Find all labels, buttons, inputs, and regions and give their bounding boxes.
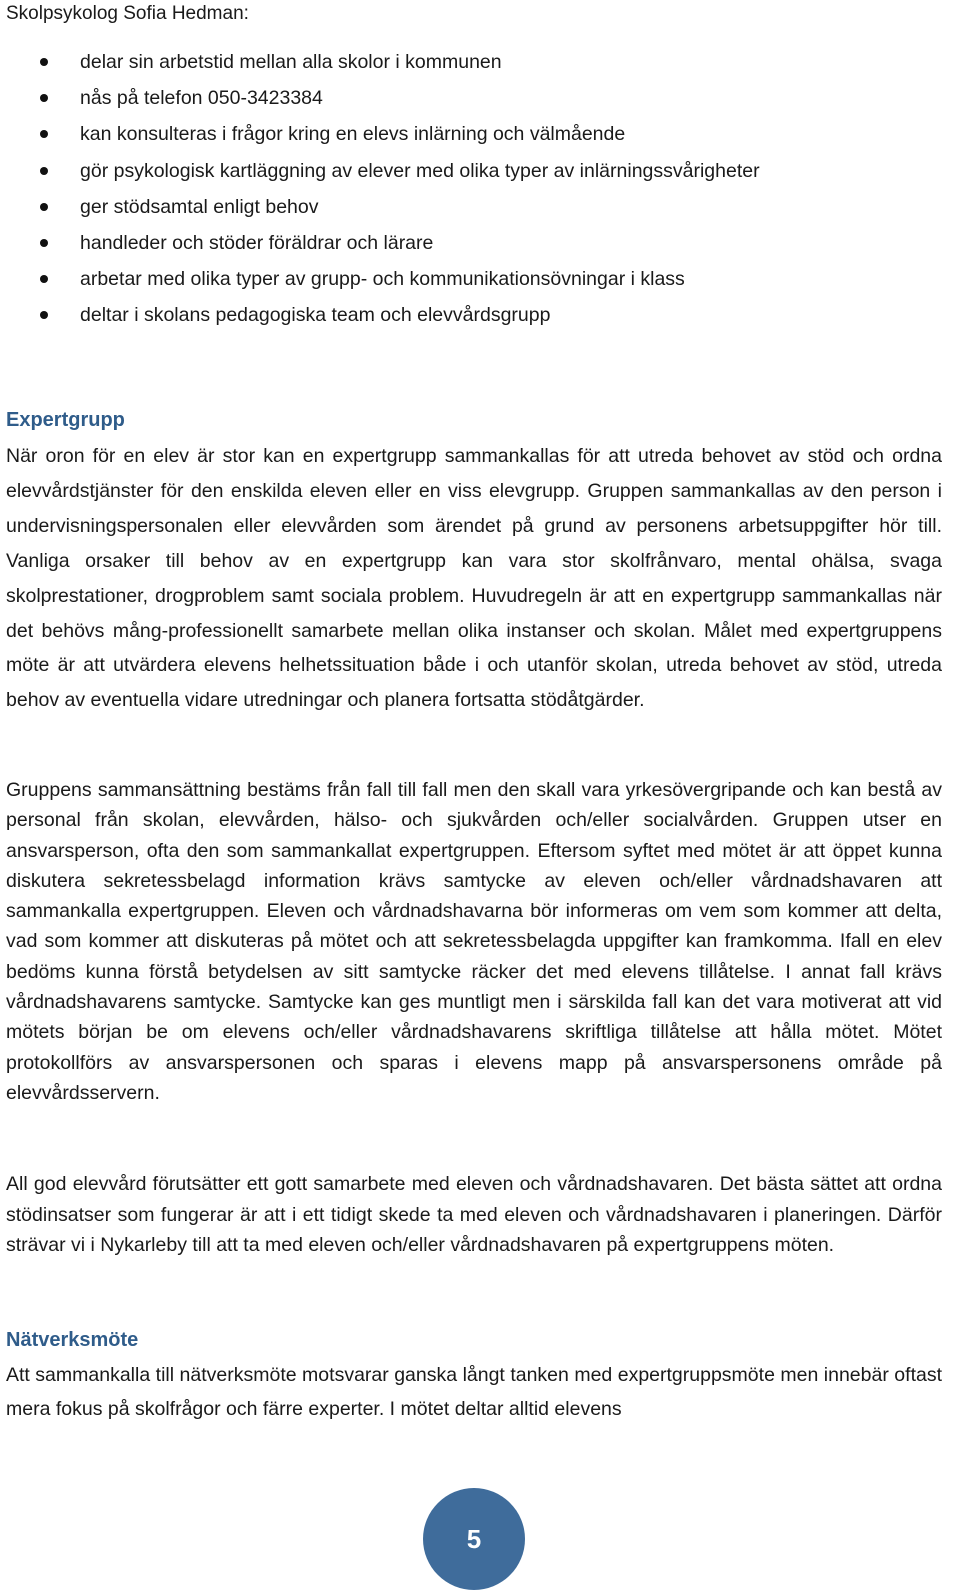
- bullet-icon: [40, 58, 48, 66]
- bullet-icon: [40, 239, 48, 247]
- list-item: handleder och stöder föräldrar och lärare: [40, 225, 760, 261]
- section-heading-expertgrupp: Expertgrupp: [6, 409, 125, 431]
- intro-line: Skolpsykolog Sofia Hedman:: [6, 3, 249, 24]
- list-item: delar sin arbetstid mellan alla skolor i kommunen: [40, 44, 760, 80]
- responsibility-list: [40, 44, 760, 334]
- section-heading-natverksmote: Nätverksmöte: [6, 1329, 139, 1351]
- paragraph-expertgrupp-2: Gruppens sammansättning bestäms från fall till fall men den skall vara yrkesövergripande och kan bestå av personal från skolan, elevvården, hälso- och sjukvården och/eller socialvården. Gruppen utser en ansvarsperson, ofta den som sammankallat expertgruppen. Eftersom syftet med mötet är att öppet kunna diskutera sekretessbelagd information krävs samtycke av eleven och/eller vårdnadshavaren att sammankalla expertgruppen. Eleven och vårdnadshavarna bör informeras om vem som kommer att delta, vad som kommer att diskuteras på mötet och att sekretessbelagda uppgifter kan framkomma. Ifall en elev bedöms kunna förstå betydelsen av sitt samtycke räcker det med elevens tillåtelse. I annat fall krävs vårdnadshavarens samtycke. Samtycke kan ges muntligt men i särskilda fall kan det vara motiverat att vid mötets början be om elevens och/eller vårdnadshavarens skriftliga tillåtelse att hålla mötet. Mötet protokollförs av ansvarspersonen och sparas i elevens mapp på ansvarspersonens område på elevvårdsservern.: [6, 779, 942, 1104]
- list-item: nås på telefon 050-3423384: [40, 80, 760, 116]
- list-item: ger stödsamtal enligt behov: [40, 189, 760, 225]
- list-item: arbetar med olika typer av grupp- och kommunikationsövningar i klass: [40, 261, 760, 297]
- paragraph-expertgrupp-1: När oron för en elev är stor kan en expertgrupp sammankallas för att utreda behovet av stöd och ordna elevvårdstjänster för den enskilda eleven eller en viss elevgrupp. Gruppen sammankallas av den person i undervisningspersonalen eller elevvården som ärendet på grund av personens arbetsuppgifter hör till. Vanliga orsaker till behov av en expertgrupp kan vara stor skolfrånvaro, mental ohälsa, svaga skolprestationer, drogproblem samt sociala problem. Huvudregeln är att en expertgrupp sammankallas när det behövs mång-professionellt samarbete mellan olika instanser och skolan. Målet med expertgruppens möte är att utvärdera elevens helhetssituation både i och utanför skolan, utreda behovet av stöd, utreda behov av eventuella vidare utredningar och planera fortsatta stödåtgärder.: [6, 445, 942, 712]
- page-number-badge: [423, 1488, 525, 1590]
- bullet-icon: [40, 203, 48, 211]
- list-item: deltar i skolans pedagogiska team och elevvårdsgrupp: [40, 297, 760, 333]
- list-item: gör psykologisk kartläggning av elever med olika typer av inlärningssvårigheter: [40, 153, 760, 189]
- bullet-icon: [40, 167, 48, 175]
- paragraph-natverksmote-1: Att sammankalla till nätverksmöte motsvarar ganska långt tanken med expertgruppsmöte men innebär oftast mera fokus på skolfrågor och färre experter. I mötet deltar alltid elevens: [6, 1364, 942, 1420]
- paragraph-expertgrupp-3: All god elevvård förutsätter ett gott samarbete med eleven och vårdnadshavaren. Det bästa sättet att ordna stödinsatser som fungerar är att i ett tidigt skede ta med eleven och vårdnadshavaren i planeringen. Därför strävar vi i Nykarleby till att ta med eleven och/eller vårdnadshavaren på expertgruppens möten.: [6, 1173, 942, 1256]
- bullet-icon: [40, 311, 48, 319]
- bullet-icon: [40, 94, 48, 102]
- list-item: kan konsulteras i frågor kring en elevs inlärning och välmående: [40, 116, 760, 152]
- bullet-icon: [40, 130, 48, 138]
- bullet-icon: [40, 275, 48, 283]
- page-number: 5: [466, 1523, 482, 1554]
